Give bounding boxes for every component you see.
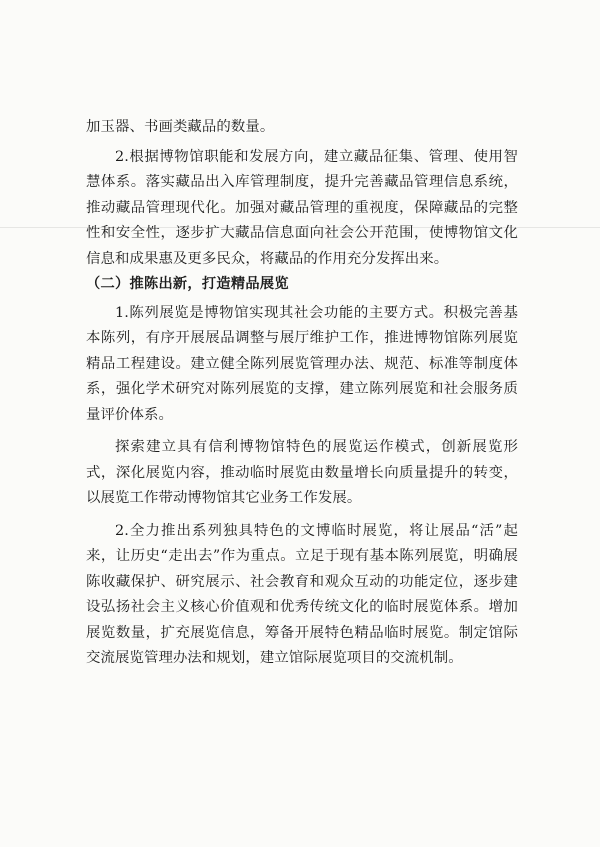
paragraph-collection-management: 2.根据博物馆职能和发展方向，建立藏品征集、管理、使用智慧体系。落实藏品出入库管理制度，提升完善藏品管理信息系统，推动藏品管理现代化。加强对藏品管理的重视度，保障藏品的完整性和安全性，逐步扩大藏品信息面向社会公开范围，使博物馆文化信息和成果惠及更多民众，将藏品的作用充分发挥出来。 (86, 148, 518, 267)
document-body (86, 115, 518, 672)
paragraph-continuation: 加玉器、书画类藏品的数量。 (86, 119, 275, 135)
paragraph-exhibition-mode: 探索建立具有信利博物馆特色的展览运作模式，创新展览形式，深化展览内容，推动临时展览由数量增长向质量提升的转变，以展览工作带动博物馆其它业务工作发展。 (86, 439, 518, 506)
paragraph-exhibition-main: 1.陈列展览是博物馆实现其社会功能的主要方式。积极完善基本陈列，有序开展展品调整与展厅维护工作，推进博物馆陈列展览精品工程建设。建立健全陈列展览管理办法、规范、标准等制度体系，强化学术研究对陈列展览的支撑，建立陈列展览和社会服务质量评价体系。 (86, 304, 518, 423)
paragraph-temporary-exhibitions: 2.全力推出系列独具特色的文博临时展览，将让展品“活”起来，让历史“走出去”作为重点。立足于现有基本陈列展览，明确展陈收藏保护、研究展示、社会教育和观众互动的功能定位，逐步建设弘扬社会主义核心价值观和优秀传统文化的临时展览体系。增加展览数量，扩充展览信息，筹备开展特色精品临时展览。制定馆际交流展览管理办法和规划，建立馆际展览项目的交流机制。 (86, 522, 518, 666)
section-heading: （二）推陈出新，打造精品展览 (86, 276, 289, 292)
